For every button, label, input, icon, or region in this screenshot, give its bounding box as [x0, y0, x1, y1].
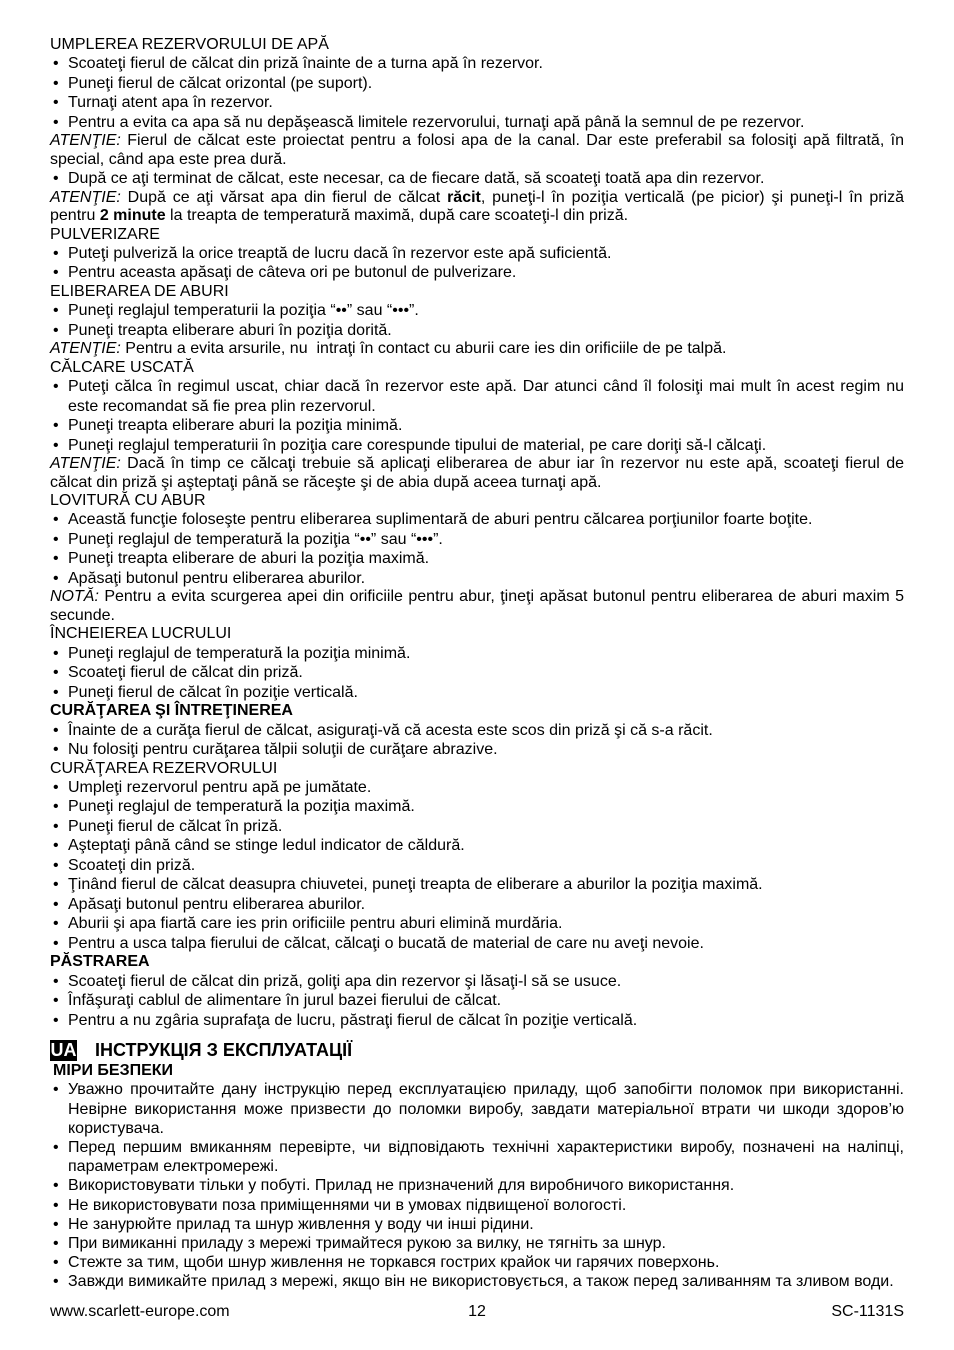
heading-water-fill: UMPLEREA REZERVORULUI DE APĂ — [50, 36, 329, 53]
list-item: • Ţinând fierul de călcat deasupra chiuvetei, puneţi treapta de eliberare a aburilor la poziţia maximă. — [50, 875, 904, 895]
list-item: • Aburii şi apa fiartă care ies prin orificiile pentru aburi elimină murdăria. — [50, 914, 904, 934]
note-text: Pentru a evita arsurile, nu intraţi în contact cu aburii care ies din orificiile de pe talpă. — [120, 340, 727, 358]
heading-cleaning: CURĂŢAREA ŞI ÎNTREŢINEREA — [50, 702, 293, 720]
list-item: • Scoateţi fierul de călcat din priză înainte de a turna apă în rezervor. — [50, 54, 904, 74]
list-item: • Înainte de a curăţa fierul de călcat, asiguraţi-vă că acesta este scos din priză şi că s-a răcit. — [50, 721, 904, 741]
list-item: • Puteţi călca în regimul uscat, chiar dacă în rezervor este apă. Dar atunci când îl folosiţi mai mult în acest regim nu este recomandat să fie prea plin rezervorul. — [50, 377, 904, 416]
heading-spray: PULVERIZARE — [50, 225, 160, 243]
list-item: • Puneţi treapta eliberare de aburi la poziţia maximă. — [50, 549, 904, 569]
list-item: • Уважно прочитайте дану інструкцію перед експлуатацією приладу, щоб запобігти поломок при використанні. Невірне використання може призвести до поломки виробу, завдати матеріальної втрати чи шкоди здоров’ю користувача. — [50, 1080, 904, 1138]
list-item: • Не використовувати поза приміщеннями чи в умовах підвищеної вологості. — [50, 1196, 904, 1215]
list-item: • Nu folosiţi pentru curăţarea tălpii soluţii de curăţare abrazive. — [50, 740, 904, 760]
list-item: • Використовувати тільки у побуті. Прилад не призначений для виробничого використання. — [50, 1176, 904, 1195]
note-label: ATENŢIE: — [50, 455, 121, 473]
list-item: • Umpleţi rezervorul pentru apă pe jumătate. — [50, 778, 904, 798]
model-number: SC-1131S — [831, 1303, 904, 1320]
heading-storage: PĂSTRAREA — [50, 953, 150, 971]
heading-steam: ELIBERAREA DE ABURI — [50, 282, 229, 300]
list-item: • Pentru aceasta apăsaţi de câteva ori pe butonul de pulverizare. — [50, 263, 904, 283]
list-item: • Перед першим вмиканням перевірте, чи відповідають технічні характеристики виробу, позначені на наліпці, параметрам електромережі. — [50, 1138, 904, 1176]
list-item: • Scoateţi din priză. — [50, 856, 904, 876]
page-number: 12 — [468, 1303, 486, 1320]
list-item: • Puneţi reglajul de temperatură la poziţia minimă. — [50, 644, 904, 664]
cleaning-list — [50, 721, 904, 760]
note-text: Fierul de călcat este proiectat pentru a folosi apa de la canal. Dar este preferabil sa folosiţi apă filtrată, în special, când apa este prea dură. — [50, 132, 904, 168]
steam-list — [50, 301, 904, 340]
list-item: • Pentru a evita ca apa să nu depăşească limitele rezervorului, turnaţi apă până la semnul de pe rezervor. — [50, 113, 904, 133]
water-fill-list-2 — [50, 169, 904, 189]
note-label: ATENŢIE: — [50, 188, 121, 206]
tank-cleaning-list — [50, 778, 904, 954]
steam-burst-list — [50, 510, 904, 588]
note-bold-text: 2 minute — [99, 207, 166, 225]
list-item: • Scoateţi fierul de călcat din priză, goliţi apa din rezervor şi lăsaţi-l să se usuce. — [50, 972, 904, 992]
list-item: • Не занурюйте прилад та шнур живлення у воду чи інші рідини. — [50, 1215, 904, 1234]
list-item: • Pentru a nu zgâria suprafaţa de lucru, păstraţi fierul de călcat în poziţie verticală. — [50, 1011, 904, 1031]
language-badge: UA — [50, 1040, 77, 1061]
list-item: • Puneţi reglajul temperaturii la poziţia “••” sau “•••”. — [50, 301, 904, 321]
spray-list — [50, 244, 904, 283]
note-text: Dacă în timp ce călcaţi trebuie să aplicaţi eliberarea de abur iar în rezervor nu este apă, scoateţi fierul de călcat din priză şi aşteptaţi până se răceşte şi de abia după aceea turnaţi apă. — [50, 455, 904, 491]
note-label: NOTĂ: — [50, 588, 99, 606]
page-footer — [50, 1302, 904, 1321]
list-item: • Puneţi fierul de călcat în priză. — [50, 817, 904, 837]
list-item: • При вимиканні приладу з мережі тримайтеся рукою за вилку, не тягніть за шнур. — [50, 1234, 904, 1253]
footer-website: www.scarlett-europe.com — [50, 1303, 230, 1320]
list-item: • Puneţi treapta eliberare aburi în poziţia dorită. — [50, 321, 904, 341]
list-item: • Apăsaţi butonul pentru eliberarea aburilor. — [50, 569, 904, 589]
attention-note — [50, 455, 904, 492]
note-text: După ce aţi vărsat apa din fierul de călcat — [120, 188, 448, 206]
list-item: • Puneţi treapta eliberare aburi la poziţia minimă. — [50, 416, 904, 436]
list-item: • Puneţi reglajul de temperatură la poziţia maximă. — [50, 797, 904, 817]
note-text: la treapta de temperatură maximă, după care scoateţi-l din priză. — [165, 207, 629, 225]
list-item: • Puteţi pulveriză la orice treaptă de lucru dacă în rezervor este apă suficientă. — [50, 244, 904, 264]
attention-note — [50, 189, 904, 226]
heading-tank-cleaning: CURĂŢAREA REZERVORULUI — [50, 759, 278, 777]
list-item: • După ce aţi terminat de călcat, este necesar, ca de fiecare dată, să scoateţi toată apa din rezervor. — [50, 169, 904, 189]
list-item: • Puneţi fierul de călcat orizontal (pe suport). — [50, 74, 904, 94]
heading-finish: ÎNCHEIEREA LUCRULUI — [50, 625, 232, 643]
attention-note — [50, 340, 904, 358]
safety-list — [50, 1080, 904, 1291]
list-item: • Aşteptaţi până când se stinge ledul indicator de căldură. — [50, 836, 904, 856]
note-paragraph — [50, 588, 904, 625]
list-item: • Puneţi fierul de călcat în poziţie verticală. — [50, 683, 904, 703]
note-text: Pentru a evita scurgerea apei din orificiile pentru abur, ţineţi apăsat butonul pentru eliberarea de aburi maxim 5 secunde. — [50, 588, 904, 624]
water-fill-list — [50, 54, 904, 132]
heading-dry-ironing: CĂLCARE USCATĂ — [50, 358, 194, 376]
list-item: • Apăsaţi butonul pentru eliberarea aburilor. — [50, 895, 904, 915]
note-label: ATENŢIE: — [50, 340, 121, 358]
ua-section-title: ІНСТРУКЦІЯ З ЕКСПЛУАТАЦІЇ — [95, 1040, 353, 1061]
heading-steam-burst: LOVITURĂ CU ABUR — [50, 491, 206, 509]
list-item: • Această funcţie foloseşte pentru eliberarea suplimentară de aburi pentru călcarea porţiunilor foarte boţite. — [50, 510, 904, 530]
finish-list — [50, 644, 904, 703]
list-item: • Puneţi reglajul temperaturii în poziţia care corespunde tipului de material, pe care doriţi să-l călcaţi. — [50, 436, 904, 456]
note-bold-text: răcit — [447, 188, 481, 206]
storage-list — [50, 972, 904, 1031]
list-item: • Turnaţi atent apa în rezervor. — [50, 93, 904, 113]
list-item: • Стежте за тим, щоби шнур живлення не торкався гострих крайок чи гарячих поверхонь. — [50, 1253, 904, 1272]
list-item: • Înfăşuraţi cablul de alimentare în jurul bazei fierului de călcat. — [50, 991, 904, 1011]
list-item: • Scoateţi fierul de călcat din priză. — [50, 663, 904, 683]
manual-page — [50, 36, 904, 1292]
heading-safety: МІРИ БЕЗПЕКИ — [53, 1062, 174, 1080]
list-item: • Завжди вимикайте прилад з мережі, якщо він не використовується, а також перед заливанням та зливом води. — [50, 1272, 904, 1291]
list-item: • Puneţi reglajul de temperatură la poziţia “••” sau “•••”. — [50, 530, 904, 550]
note-label: ATENŢIE: — [50, 132, 121, 150]
note-text: , puneţi-l în poziţia verticală (pe picior) şi puneţi-l în priză pentru — [50, 188, 904, 225]
attention-note — [50, 132, 904, 169]
list-item: • Pentru a usca talpa fierului de călcat, călcaţi o bucată de material de care nu aveţi nevoie. — [50, 934, 904, 954]
ua-section-header — [50, 1040, 904, 1061]
dry-ironing-list — [50, 377, 904, 455]
